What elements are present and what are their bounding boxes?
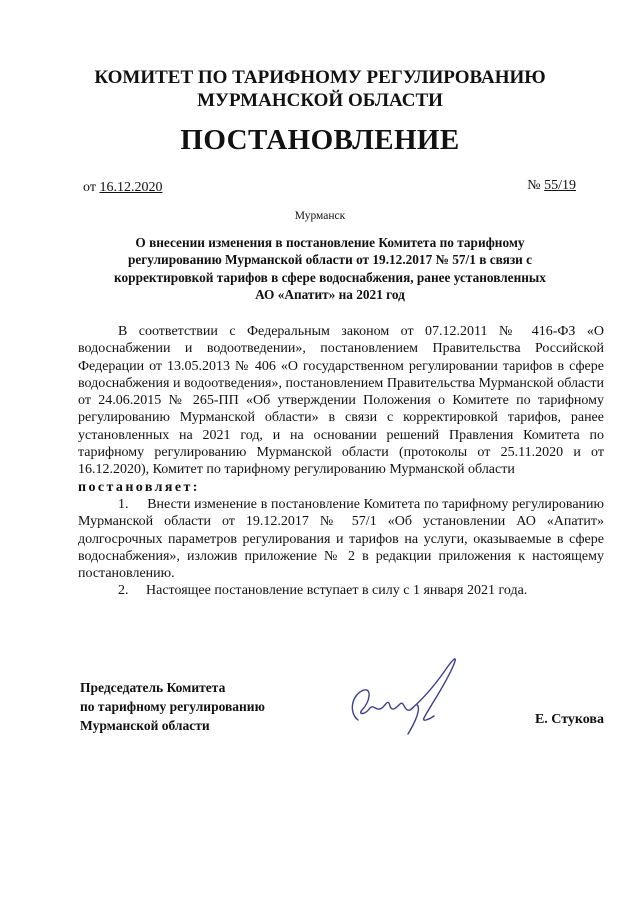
signer-line-3: Мурманской области bbox=[80, 718, 210, 733]
org-line-1: КОМИТЕТ ПО ТАРИФНОМУ РЕГУЛИРОВАНИЮ bbox=[94, 67, 546, 88]
document-number bbox=[527, 178, 576, 194]
handwritten-signature bbox=[330, 650, 480, 745]
subject-line-4: АО «Апатит» на 2021 год bbox=[255, 286, 405, 302]
number-prefix: № bbox=[527, 178, 541, 193]
document-date bbox=[83, 180, 162, 196]
item-1: 1. Внести изменение в постановление Комитета по тарифному регулированию Мурманской области от 19.12.2017 № 57/1 «Об установлении АО «Апатит» долгосрочных параметров регулирования и тарифов на услуги, оказываемые в сфере водоснабжения», изложив приложение № 2 в редакции приложения к настоящему постановлению. bbox=[78, 496, 604, 582]
signer-name: Е. Стукова bbox=[534, 712, 604, 727]
date-value: 16.12.2020 bbox=[99, 180, 163, 195]
signer-position bbox=[80, 678, 265, 735]
resolve-word: постановляет bbox=[78, 479, 193, 495]
resolve-colon: : bbox=[192, 479, 198, 495]
org-line-2: МУРМАНСКОЙ ОБЛАСТИ bbox=[197, 90, 443, 111]
number-value: 55/19 bbox=[544, 178, 576, 193]
document-body bbox=[78, 323, 604, 600]
preamble-text: В соответствии с Федеральным законом от 07.12.2011 № 416-ФЗ «О водоснабжении и водоотведении», постановлением Правительства Российской Федерации от 13.05.2013 № 406 «О государственном регулировании тарифов в сфере водоснабжения и водоотведения», постановлением Правительства Мурманской области от 24.06.2015 № 265-ПП «Об утверждении Положения о Комитете по тарифному регулированию Мурманской области» в связи с корректировкой тарифов, ранее установленных на 2021 год, и на основании решений Правления Комитета по тарифному регулированию Мурманской области (протоколы от 25.11.2020 и от 16.12.2020), Комитет по тарифному регулированию Мурманской области bbox=[78, 324, 604, 478]
subject-line-3: корректировкой тарифов в сфере водоснабжения, ранее установленных bbox=[114, 269, 546, 285]
subject-line-2: регулированию Мурманской области от 19.12.2017 № 57/1 в связи с bbox=[127, 252, 533, 268]
item-2: 2. Настоящее постановление вступает в силу с 1 января 2021 года. bbox=[118, 583, 528, 599]
date-prefix: от bbox=[83, 180, 96, 195]
subject-line-1: О внесении изменения в постановление Комитета по тарифному bbox=[135, 235, 525, 250]
organization-header bbox=[0, 66, 640, 112]
document-title: ПОСТАНОВЛЕНИЕ bbox=[180, 124, 460, 156]
document-subject bbox=[100, 234, 560, 303]
resolve-paragraph bbox=[78, 479, 604, 496]
signer-line-1: Председатель Комитета bbox=[80, 680, 226, 695]
signer-line-2: по тарифному регулированию bbox=[80, 699, 265, 714]
city: Мурманск bbox=[294, 210, 346, 222]
preamble-paragraph bbox=[78, 323, 604, 479]
